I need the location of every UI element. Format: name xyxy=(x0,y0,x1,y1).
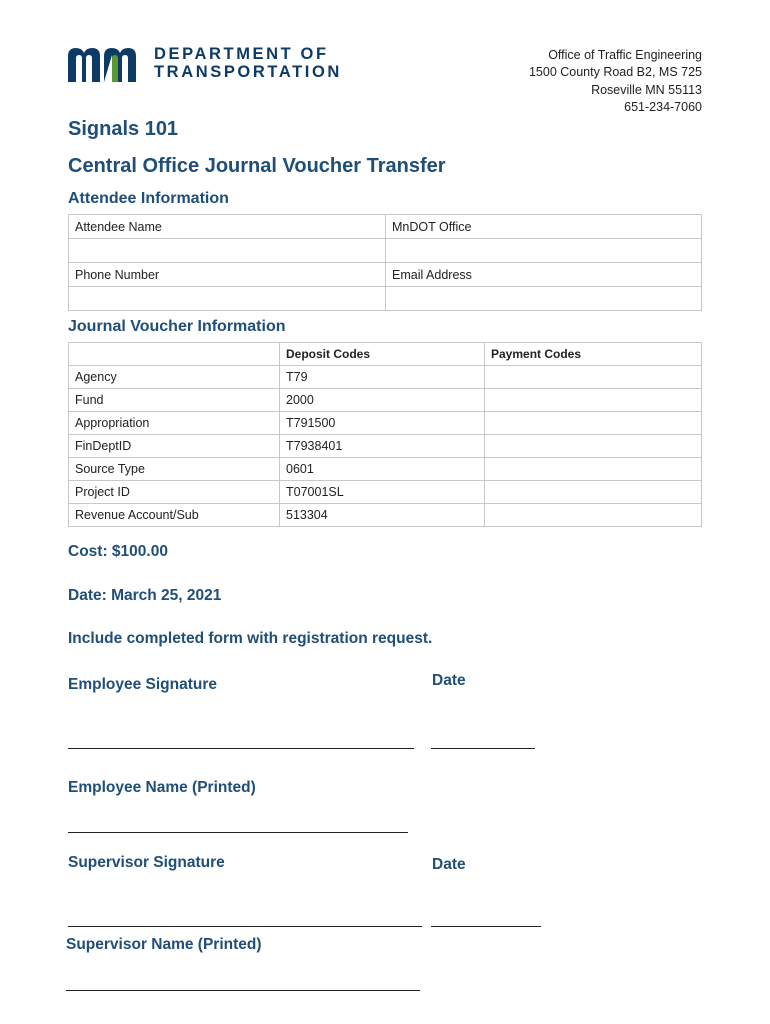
office-field[interactable] xyxy=(386,239,702,263)
table-row xyxy=(69,389,702,412)
email-field[interactable] xyxy=(386,287,702,311)
supervisor-signature-label: Supervisor Signature xyxy=(68,854,225,871)
logo-text-line2: TRANSPORTATION xyxy=(154,63,342,81)
table-row xyxy=(69,412,702,435)
table-row xyxy=(69,435,702,458)
row-label: Fund xyxy=(69,389,280,412)
employee-signature-label: Employee Signature xyxy=(68,676,218,693)
payment-code-field[interactable] xyxy=(485,504,702,527)
payment-code-field[interactable] xyxy=(485,389,702,412)
table-row xyxy=(69,481,702,504)
cost-text: Cost: $100.00 xyxy=(68,543,168,560)
row-label: Appropriation xyxy=(69,412,280,435)
logo-text-line1: DEPARTMENT OF xyxy=(154,45,329,63)
supervisor-name-line[interactable] xyxy=(66,990,420,991)
employee-signature-line[interactable] xyxy=(68,748,414,749)
address-line: 651-234-7060 xyxy=(624,99,702,114)
supervisor-signature-line[interactable] xyxy=(68,926,422,927)
row-label: FinDeptID xyxy=(69,435,280,458)
email-label: Email Address xyxy=(386,263,702,287)
row-label: Revenue Account/Sub xyxy=(69,504,280,527)
phone-field[interactable] xyxy=(69,287,386,311)
office-label: MnDOT Office xyxy=(386,215,702,239)
table-row xyxy=(69,366,702,389)
attendee-name-label: Attendee Name xyxy=(69,215,386,239)
phone-label: Phone Number xyxy=(69,263,386,287)
deposit-code: 513304 xyxy=(280,504,485,527)
instructions-text: Include completed form with registration request. xyxy=(68,630,433,647)
payment-code-field[interactable] xyxy=(485,366,702,389)
attendee-name-field[interactable] xyxy=(69,239,386,263)
supervisor-date-line[interactable] xyxy=(431,926,541,927)
payment-code-field[interactable] xyxy=(485,435,702,458)
page-title: Signals 101 xyxy=(68,118,179,140)
employee-name-line[interactable] xyxy=(68,832,408,833)
deposit-code: T79 xyxy=(280,366,485,389)
address-line: Office of Traffic Engineering xyxy=(548,48,702,62)
table-header-empty xyxy=(69,343,280,366)
office-address xyxy=(529,47,702,116)
table-row xyxy=(69,458,702,481)
employee-date-label: Date xyxy=(432,672,466,689)
supervisor-date-label: Date xyxy=(432,856,466,873)
mndot-logo xyxy=(68,46,348,82)
employee-date-line[interactable] xyxy=(431,748,535,749)
employee-name-label: Employee Name (Printed) xyxy=(68,779,256,796)
address-line: 1500 County Road B2, MS 725 xyxy=(528,65,702,80)
row-label: Source Type xyxy=(69,458,280,481)
journal-voucher-heading: Journal Voucher Information xyxy=(68,318,286,335)
payment-code-field[interactable] xyxy=(485,412,702,435)
address-line: Roseville MN 55113 xyxy=(591,82,702,97)
deposit-code: T791500 xyxy=(280,412,485,435)
deposit-code: T7938401 xyxy=(280,435,485,458)
payment-codes-header: Payment Codes xyxy=(485,343,702,366)
deposit-codes-header: Deposit Codes xyxy=(280,343,485,366)
payment-code-field[interactable] xyxy=(485,481,702,504)
deposit-code: T07001SL xyxy=(280,481,485,504)
attendee-table xyxy=(68,214,702,311)
row-label: Agency xyxy=(69,366,280,389)
table-row xyxy=(69,504,702,527)
deposit-code: 2000 xyxy=(280,389,485,412)
deposit-code: 0601 xyxy=(280,458,485,481)
attendee-heading: Attendee Information xyxy=(68,190,229,207)
supervisor-name-label: Supervisor Name (Printed) xyxy=(66,936,262,953)
mn-logo-icon xyxy=(68,46,148,82)
page-subtitle: Central Office Journal Voucher Transfer xyxy=(68,155,446,177)
row-label: Project ID xyxy=(69,481,280,504)
payment-code-field[interactable] xyxy=(485,458,702,481)
date-text: Date: March 25, 2021 xyxy=(68,587,222,604)
journal-voucher-table xyxy=(68,342,702,527)
